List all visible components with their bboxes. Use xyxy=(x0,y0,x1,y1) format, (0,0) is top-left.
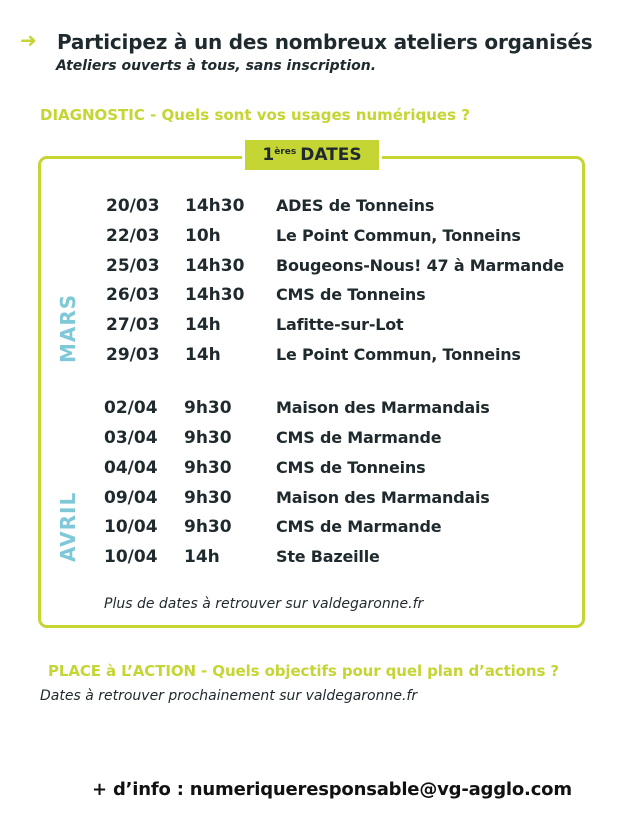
session-time: 14h30 xyxy=(185,196,245,216)
more-dates-note: Plus de dates à retrouver sur valdegaronne.fr xyxy=(104,596,424,612)
session-row xyxy=(0,547,632,571)
session-date: 09/04 xyxy=(104,488,158,508)
contact-info: + d’info : numeriqueresponsable@vg-agglo.com xyxy=(92,779,572,800)
session-time: 9h30 xyxy=(184,517,232,537)
action-heading: PLACE à L’ACTION - Quels objectifs pour quel plan d’actions ? xyxy=(48,662,560,680)
session-row xyxy=(0,488,632,512)
session-row xyxy=(0,458,632,482)
session-row xyxy=(0,256,632,280)
session-date: 04/04 xyxy=(104,458,158,478)
session-place: CMS de Tonneins xyxy=(276,458,426,477)
session-time: 14h30 xyxy=(185,285,245,305)
dates-box-title xyxy=(245,140,379,170)
session-time: 9h30 xyxy=(184,428,232,448)
session-row xyxy=(0,315,632,339)
diagnostic-heading: DIAGNOSTIC - Quels sont vos usages numériques ? xyxy=(40,106,470,124)
session-row xyxy=(0,226,632,250)
session-time: 14h30 xyxy=(185,256,245,276)
session-time: 9h30 xyxy=(184,398,232,418)
session-place: Lafitte-sur-Lot xyxy=(276,315,404,334)
session-time: 9h30 xyxy=(184,488,232,508)
arrow-right-icon: ➜ xyxy=(20,28,37,52)
session-date: 10/04 xyxy=(104,517,158,537)
session-place: Le Point Commun, Tonneins xyxy=(276,226,521,245)
dates-title-sup: ères xyxy=(274,147,297,157)
month-label-mars: MARS xyxy=(56,293,80,363)
session-place: CMS de Tonneins xyxy=(276,285,426,304)
session-place: Ste Bazeille xyxy=(276,547,380,566)
session-time: 9h30 xyxy=(184,458,232,478)
session-date: 22/03 xyxy=(106,226,160,246)
session-row xyxy=(0,428,632,452)
session-date: 03/04 xyxy=(104,428,158,448)
session-time: 14h xyxy=(185,345,221,365)
session-row xyxy=(0,196,632,220)
month-label-avril: AVRIL xyxy=(56,491,80,562)
session-date: 27/03 xyxy=(106,315,160,335)
session-row xyxy=(0,517,632,541)
session-place: CMS de Marmande xyxy=(276,428,442,447)
session-place: ADES de Tonneins xyxy=(276,196,435,215)
session-time: 10h xyxy=(185,226,221,246)
page-subtitle: Ateliers ouverts à tous, sans inscription. xyxy=(56,58,377,74)
page-title: Participez à un des nombreux ateliers organisés xyxy=(57,30,593,54)
session-date: 25/03 xyxy=(106,256,160,276)
session-row xyxy=(0,345,632,369)
session-place: Le Point Commun, Tonneins xyxy=(276,345,521,364)
session-place: Maison des Marmandais xyxy=(276,398,490,417)
session-place: Maison des Marmandais xyxy=(276,488,490,507)
action-subtext: Dates à retrouver prochainement sur valdegaronne.fr xyxy=(40,688,418,704)
dates-title-text: DATES xyxy=(300,145,362,165)
session-date: 02/04 xyxy=(104,398,158,418)
session-place: Bougeons-Nous! 47 à Marmande xyxy=(276,256,564,275)
session-row xyxy=(0,398,632,422)
session-place: CMS de Marmande xyxy=(276,517,442,536)
session-date: 29/03 xyxy=(106,345,160,365)
session-time: 14h xyxy=(185,315,221,335)
session-date: 26/03 xyxy=(106,285,160,305)
session-date: 10/04 xyxy=(104,547,158,567)
session-time: 14h xyxy=(184,547,220,567)
session-row xyxy=(0,285,632,309)
dates-title-number: 1 xyxy=(262,145,275,165)
session-date: 20/03 xyxy=(106,196,160,216)
